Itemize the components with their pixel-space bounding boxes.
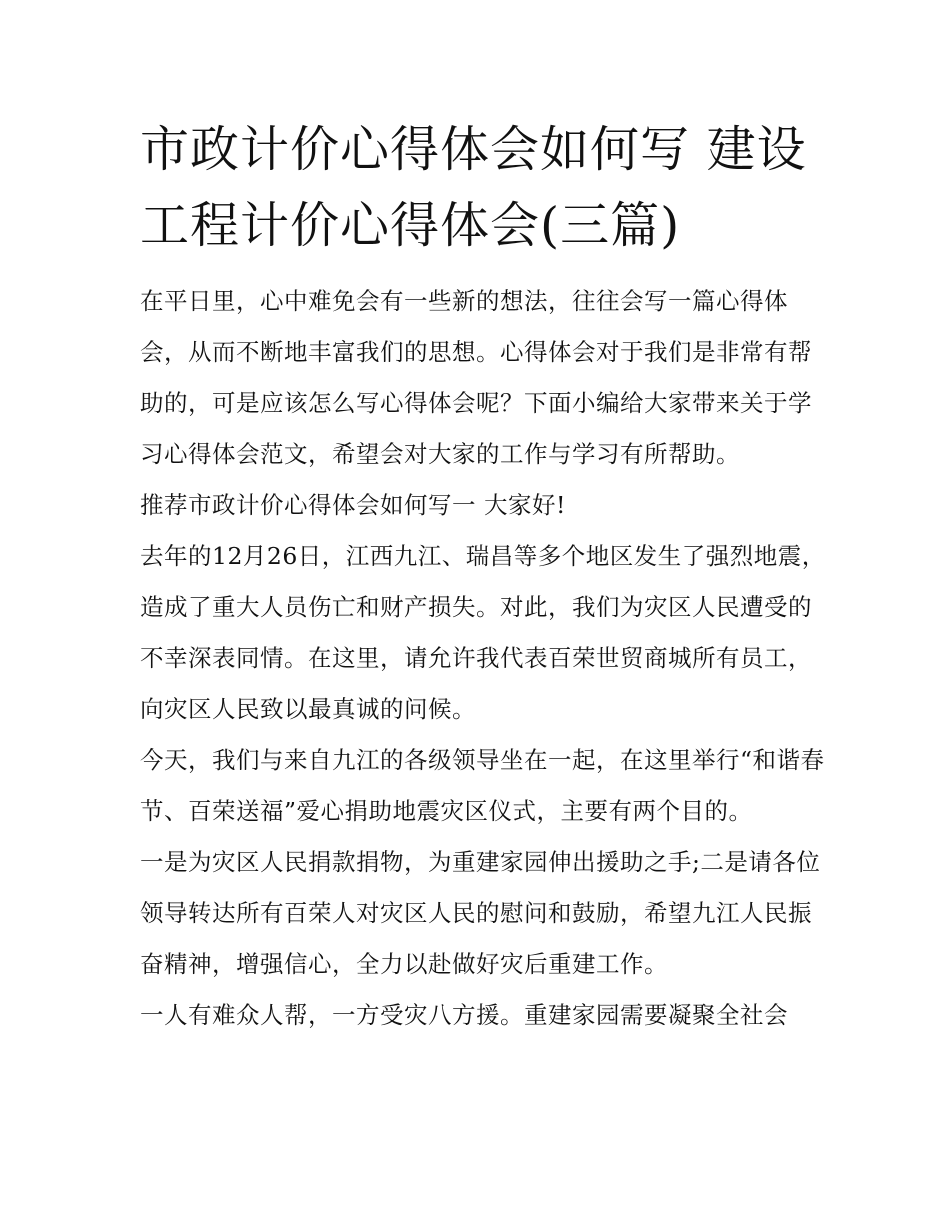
- paragraph-purpose: 一是为灾区人民捐款捐物，为重建家园伸出援助之手;二是请各位领导转达所有百荣人对灾区人民的慰问和鼓励，希望九江人民振奋精神，增强信心，全力以赴做好灾后重建工作。: [140, 848, 821, 978]
- document-title: 市政计价心得体会如何写 建设工程计价心得体会(三篇): [140, 121, 807, 254]
- paragraph-intro: 在平日里，心中难免会有一些新的想法，往往会写一篇心得体会，从而不断地丰富我们的思想。心得体会对于我们是非常有帮助的，可是应该怎么写心得体会呢？下面小编给大家带来关于学习心得体会范文，希望会对大家的工作与学习有所帮助。: [140, 287, 812, 468]
- paragraph-recommend: 推荐市政计价心得体会如何写一 大家好!: [140, 491, 566, 519]
- document-body: [140, 276, 830, 1041]
- paragraph-support: 一人有难众人帮，一方受灾八方援。重建家园需要凝聚全社会: [140, 1001, 788, 1029]
- paragraph-ceremony: 今天，我们与来自九江的各级领导坐在一起，在这里举行“和谐春节、百荣送福”爱心捐助地震灾区仪式，主要有两个目的。: [140, 746, 825, 825]
- paragraph-earthquake: 去年的12月26日，江西九江、瑞昌等多个地区发生了强烈地震，造成了重大人员伤亡和财产损失。对此，我们为灾区人民遭受的不幸深表同情。在这里，请允许我代表百荣世贸商城所有员工，向灾区人民致以最真诚的问候。: [140, 542, 826, 723]
